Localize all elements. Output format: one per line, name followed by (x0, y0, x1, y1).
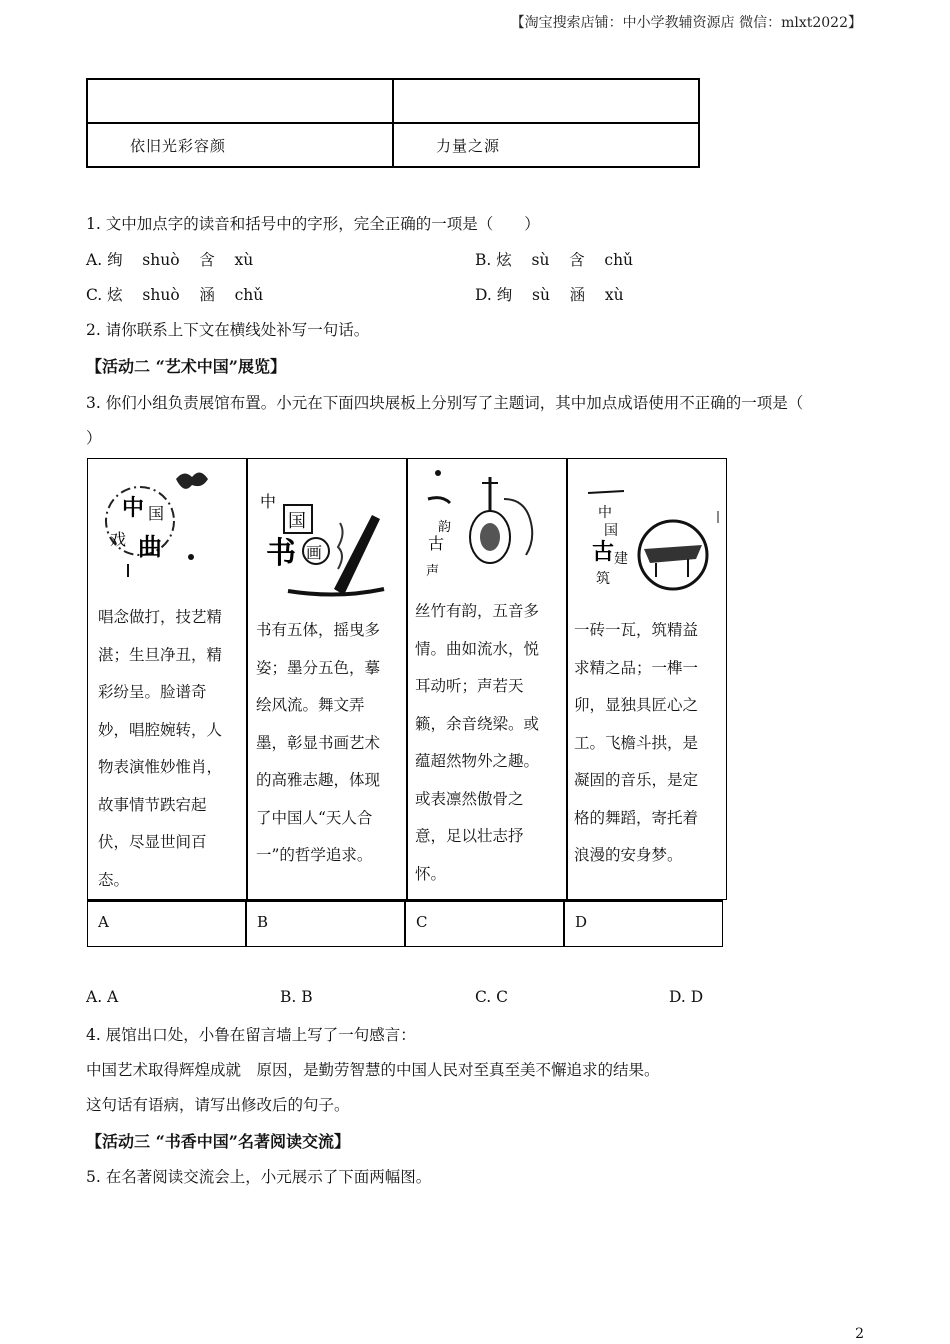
art-char: 国 (288, 511, 306, 532)
activity-3-heading: 【活动三 “书香中国”名著阅读交流】 (86, 1132, 350, 1151)
option-letter: D. (475, 286, 492, 304)
activity-2-heading: 【活动二 “艺术中国”展览】 (86, 357, 286, 376)
art-char: 韵 (438, 520, 452, 535)
option-pinyin: chǔ (234, 286, 264, 304)
panel-text-line: 伏，尽显世间百 (98, 833, 207, 851)
art-char: 建 (614, 551, 628, 567)
art-char: 声 (426, 564, 440, 579)
panel-text-line: 墨，彰显书画艺术 (256, 733, 381, 752)
panel-text-line: 情。曲如流水，悦 (415, 639, 540, 658)
option-char: 涵 (199, 286, 215, 304)
panel-text-line: 彩纷呈。脸谱奇 (98, 683, 207, 701)
art-char: 国 (604, 523, 618, 539)
panel-text-line: 求精之品；一榫一 (574, 658, 699, 677)
panel-text-line: 丝竹有韵，五音多 (415, 602, 540, 620)
panel-label-b: B (257, 913, 269, 931)
page-number: 2 (855, 1326, 864, 1342)
panel-text-line: 一”的哲学追求。 (256, 846, 373, 864)
question-2: 2. 请你联系上下文在横线处补写一句话。 (86, 321, 370, 339)
top-table-cell: 依旧光彩容颜 (87, 123, 393, 167)
art-char: 古 (592, 539, 615, 565)
panel-text-line: 书有五体，摇曳多 (256, 621, 381, 639)
panel-text-line: 的高雅志趣，体现 (256, 771, 381, 789)
art-char: 曲 (138, 532, 162, 561)
architecture-art-image (568, 459, 726, 599)
calligraphy-art-image (248, 459, 406, 599)
top-table-cell (87, 79, 393, 123)
art-char: 画 (306, 543, 323, 562)
panel-d-text (564, 612, 722, 892)
option-char: 炫 (107, 286, 123, 304)
art-char: 古 (428, 534, 445, 553)
option-letter: C. (86, 286, 103, 304)
question-4-sentence: 中国艺术取得辉煌成就 原因，是勤劳智慧的中国人民对至真至美不懈追求的结果。 (86, 1061, 660, 1079)
opera-art-image (88, 459, 246, 599)
panel-text-line: 卯，显独具匠心之 (574, 696, 699, 714)
top-table-cell: 力量之源 (393, 123, 699, 167)
option-pinyin: shuò (142, 286, 180, 304)
art-char: 筑 (596, 571, 610, 587)
panel-text-line: 湛；生旦净丑，精 (98, 645, 223, 664)
q3-answer-b: B. B (280, 988, 313, 1006)
panel-text-line: 物表演惟妙惟肖， (98, 758, 223, 776)
q1-option-d (475, 283, 624, 305)
top-table-cell (393, 79, 699, 123)
art-char: 书 (266, 536, 296, 571)
panel-text-line: 浪漫的安身梦。 (574, 846, 683, 864)
panel-text-line: 或表凛然傲骨之 (415, 789, 524, 808)
question-1-stem: 1. 文中加点字的读音和括号中的字形，完全正确的一项是（ ） (86, 215, 540, 233)
panel-c-text (405, 593, 563, 893)
option-char: 炫 (496, 251, 512, 269)
panel-text-line: 蕴超然物外之趣。 (415, 752, 540, 770)
panel-text-line: 凝固的音乐，是定 (574, 771, 699, 789)
panel-label-a: A (98, 913, 109, 931)
question-3-stem: 3. 你们小组负责展馆布置。小元在下面四块展板上分别写了主题词，其中加点成语使用不正确的一项是（ (86, 394, 804, 412)
panel-text-line: 一砖一瓦，筑精益 (574, 621, 699, 639)
panel-text-line: 怀。 (415, 864, 447, 883)
art-char: 中 (598, 505, 612, 521)
question-4-stem: 4. 展馆出口处，小鲁在留言墙上写了一句感言： (86, 1026, 416, 1044)
panel-label-c: C (416, 913, 428, 931)
option-char: 涵 (569, 286, 586, 304)
question-4-instruction: 这句话有语病，请写出修改后的句子。 (86, 1096, 350, 1114)
panel-text-line: 绘风流。舞文弄 (256, 696, 365, 714)
panel-text-line: 妙，唱腔婉转，人 (98, 720, 223, 739)
music-art-image (408, 459, 566, 599)
art-char: 中 (122, 495, 145, 521)
question-5-stem: 5. 在名著阅读交流会上，小元展示了下面两幅图。 (86, 1168, 432, 1186)
panel-label-d: D (575, 913, 588, 931)
question-3-stem-end: ） (86, 429, 102, 447)
q1-option-c (86, 283, 263, 305)
option-char: 绚 (496, 286, 513, 304)
panel-text-line: 格的舞蹈，寄托着 (574, 808, 699, 827)
panel-text-line: 意，足以壮志抒 (415, 827, 524, 845)
option-char: 绚 (107, 251, 123, 269)
option-letter: B. (475, 251, 492, 269)
panel-text-line: 籁，余音绕梁。或 (415, 714, 540, 733)
option-pinyin: chǔ (604, 251, 634, 269)
option-pinyin: sù (531, 286, 550, 304)
option-char: 含 (199, 251, 215, 269)
panel-text-line: 了中国人“天人合 (256, 808, 373, 827)
panel-text-line: 唱念做打，技艺精 (98, 608, 223, 626)
q1-option-b (475, 248, 633, 270)
option-char: 含 (569, 251, 585, 269)
panel-text-line: 姿；墨分五色，摹 (256, 658, 381, 677)
option-pinyin: xù (604, 286, 624, 304)
art-char: 国 (148, 504, 165, 523)
page-header: 【淘宝搜索店铺：中小学教辅资源店 微信：mlxt2022】 (510, 15, 862, 31)
option-pinyin: xù (234, 251, 254, 269)
panel-b-text (246, 612, 404, 892)
q3-answer-c: C. C (475, 988, 509, 1006)
panel-text-line: 故事情节跌宕起 (98, 795, 207, 814)
q1-option-a (86, 248, 253, 270)
panel-label-row (87, 900, 723, 947)
panel-text-line: 态。 (98, 870, 130, 889)
q3-answer-a: A. A (86, 988, 119, 1006)
option-pinyin: sù (531, 251, 550, 269)
top-table (86, 78, 700, 168)
exhibit-panel-a (88, 459, 248, 900)
art-char: 戏 (110, 530, 127, 549)
art-char: 中 (260, 492, 277, 511)
q3-answer-d: D. D (669, 988, 704, 1006)
panel-text-line: 耳动听；声若天 (415, 677, 524, 695)
option-letter: A. (86, 251, 103, 269)
panel-text-line: 工。飞檐斗拱，是 (574, 733, 699, 752)
option-pinyin: shuò (142, 251, 180, 269)
